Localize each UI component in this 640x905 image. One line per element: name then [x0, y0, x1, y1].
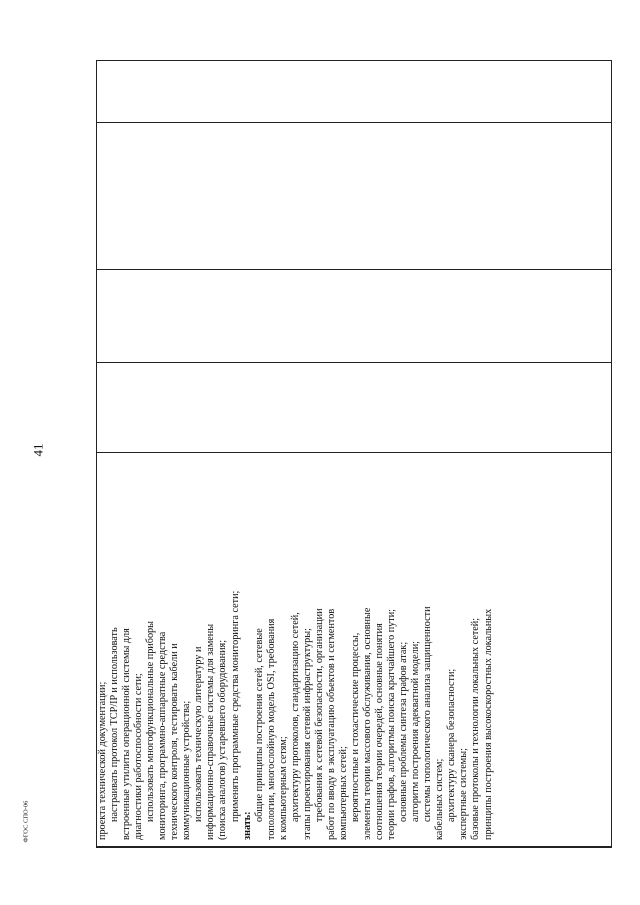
text-line: базовые протоколы и технологии локальных сетей; — [470, 617, 482, 840]
text-line: коммуникационные устройства; — [181, 700, 193, 840]
text-line: этапы проектирования сетевой инфраструктуры; — [301, 628, 313, 840]
text-line: диагностики работоспособности сети; — [133, 673, 145, 840]
text-line: принципы построения высокоскоростных локальных — [482, 608, 494, 840]
text-line: экспертные системы; — [458, 748, 470, 840]
text-line: встроенные утилиты операционной системы для — [121, 628, 133, 840]
text-line: соотношения теории очередей, основные понятия — [374, 623, 386, 840]
text-line: (поиска аналогов) устаревшего оборудования; — [217, 639, 229, 840]
text-line: работ по вводу в эксплуатацию объектов и сегментов — [325, 608, 337, 840]
text-line: системы топологического анализа защищенности — [422, 606, 434, 822]
text-line: использовать многофункциональные приборы — [145, 621, 157, 822]
column-divider — [97, 122, 611, 123]
text-line: кабельных систем; — [434, 758, 446, 840]
text-line: элементы теории массового обслуживания, основные — [362, 607, 374, 840]
text-line: мониторинга, программно-аппаратные средства — [157, 631, 169, 840]
text-line: информационно-справочные системы для замены — [205, 623, 217, 840]
text-line: архитектуру сканера безопасности; — [446, 668, 458, 822]
text-line: проекта технической документации; — [97, 681, 108, 840]
text-line: к компьютерным сетям; — [277, 736, 289, 840]
column-divider — [97, 269, 611, 270]
text-line: использовать техническую литературу и — [193, 646, 205, 822]
page-content — [96, 60, 612, 848]
text-line: требования к сетевой безопасности, организации — [313, 608, 325, 822]
column-divider — [97, 846, 611, 847]
competency-table — [96, 60, 612, 848]
text-line: настраивать протокол TCP/IP и использовать — [109, 627, 121, 822]
competency-text-cell — [97, 462, 613, 840]
text-line: основные проблемы синтеза графов атак; — [398, 641, 410, 822]
text-line: общие принципы построения сетей, сетевые — [253, 628, 265, 822]
column-divider — [97, 362, 611, 363]
text-line: применять программные средства мониторинга сети; — [229, 590, 241, 822]
text-line: архитектуру протоколов, стандартизацию сетей, — [289, 612, 301, 822]
text-line: вероятностные и стохастические процессы, — [349, 632, 361, 822]
footer: ФГОС СПО-06 — [22, 800, 30, 843]
page-number: 41 — [30, 443, 46, 457]
text-line: теории графов, алгоритмы поиска кратчайшего пути; — [386, 609, 398, 840]
text-line: компьютерных сетей; — [337, 746, 349, 840]
text-line: знать: — [241, 811, 253, 840]
text-line: технического контроля, тестировать кабели и — [169, 643, 181, 840]
text-line: топологии, многослойную модель OSI, требования — [265, 618, 277, 840]
text-line: алгоритм построения адекватной модели; — [410, 641, 422, 822]
column-divider — [97, 452, 611, 453]
